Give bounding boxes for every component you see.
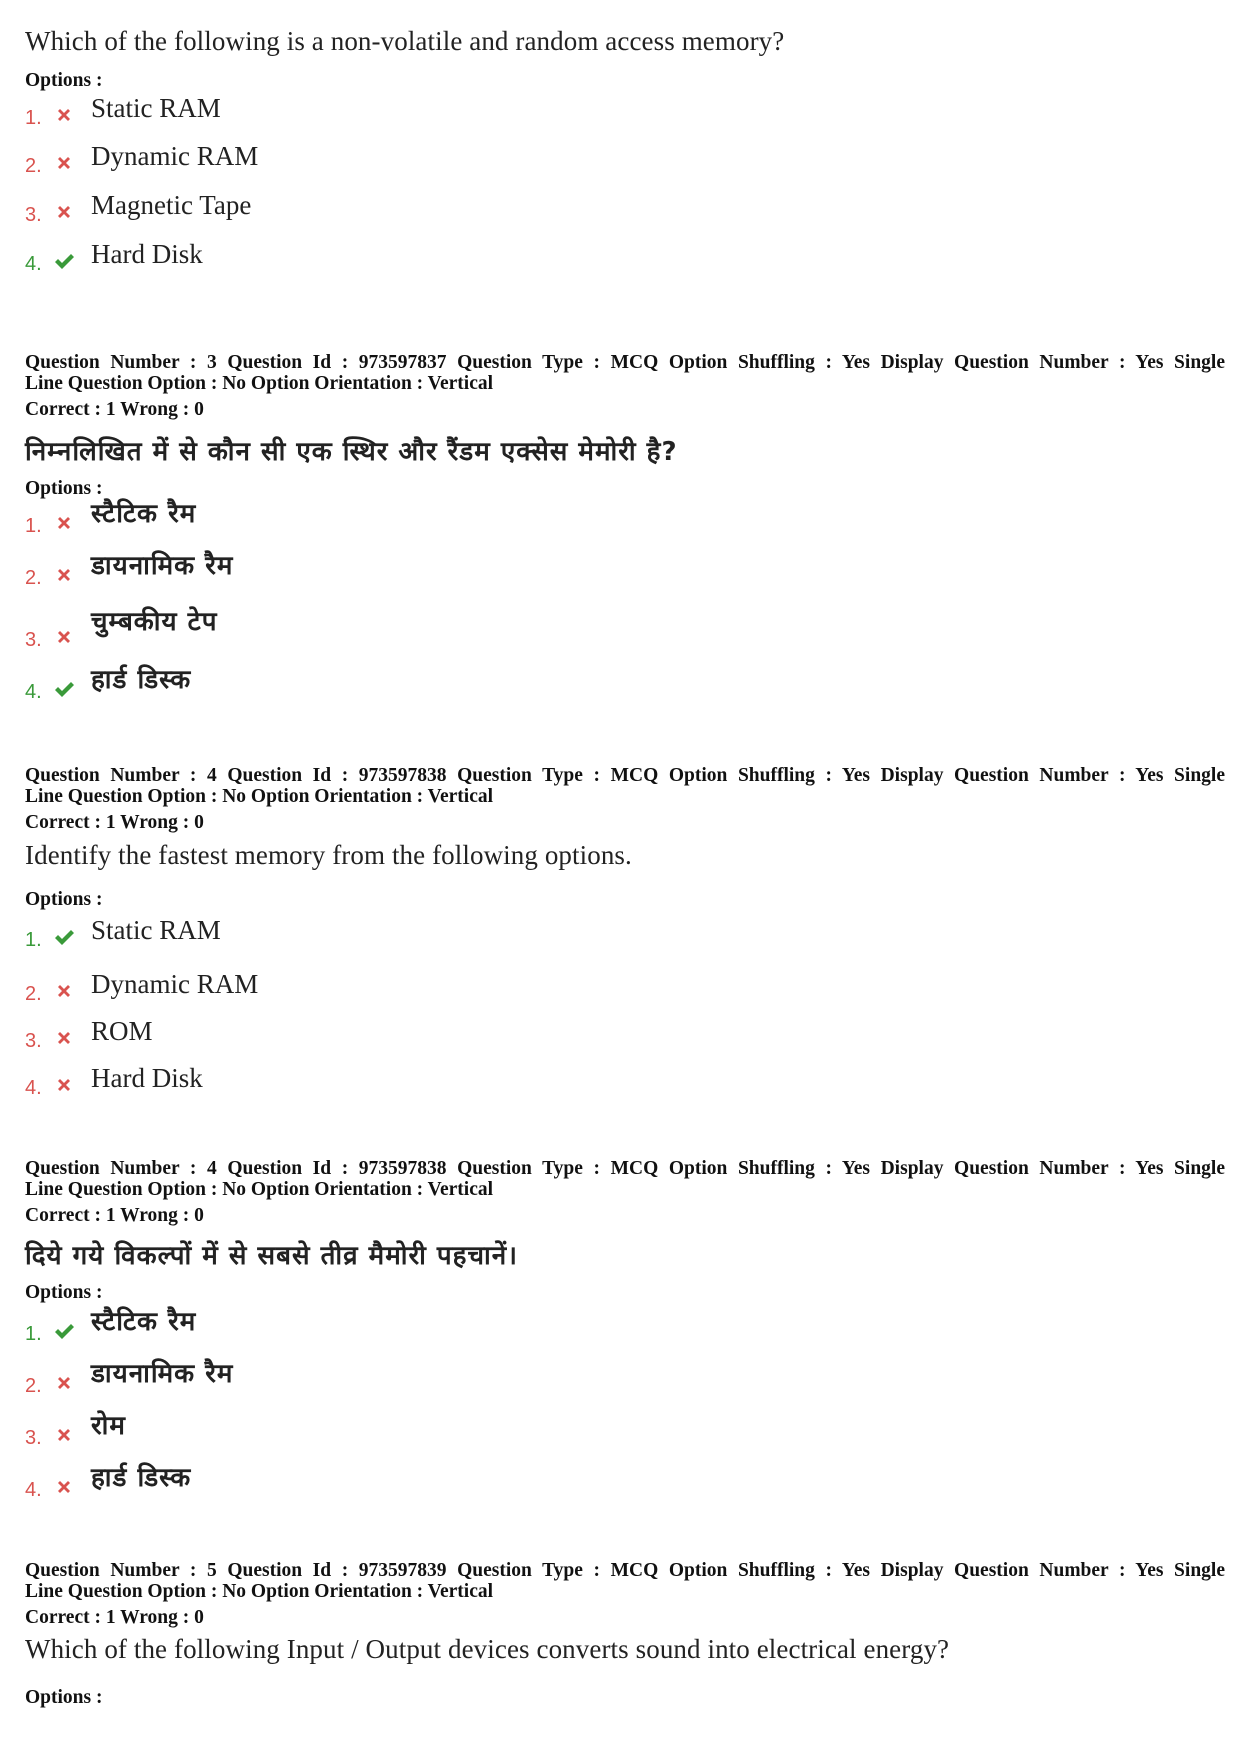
option-item (25, 1306, 625, 1346)
option-text: डायनामिक रैम (91, 551, 234, 581)
option-number: 3. (25, 1030, 42, 1052)
option-number: 2. (25, 567, 42, 589)
cross-icon (53, 152, 75, 174)
option-item (25, 1410, 625, 1450)
options-label: Options : (25, 1687, 103, 1708)
option-text: डायनामिक रैम (91, 1359, 234, 1389)
meta-line: Question Number : 5 Question Id : 973597839 Question Type : MCQ Option Shuffling : Yes Display Question Number : Yes Single (25, 1560, 1225, 1581)
option-item (25, 607, 625, 652)
cross-icon (53, 1027, 75, 1049)
option-text: चुम्बकीय टेप (91, 607, 218, 637)
question-text: Which of the following Input / Output devices converts sound into electrical energy? (25, 1634, 950, 1664)
options-label: Options : (25, 478, 103, 499)
option-item (25, 187, 625, 227)
cross-icon (53, 104, 75, 126)
option-number: 1. (25, 929, 42, 951)
meta-line: Question Number : 3 Question Id : 973597837 Question Type : MCQ Option Shuffling : Yes Display Question Number : Yes Single (25, 352, 1225, 373)
meta-line: Line Question Option : No Option Orientation : Vertical (25, 373, 494, 394)
question-meta (25, 1560, 1225, 1628)
meta-line: Line Question Option : No Option Orientation : Vertical (25, 786, 494, 807)
options-label: Options : (25, 1282, 103, 1303)
check-icon (53, 926, 75, 948)
score-line: Correct : 1 Wrong : 0 (25, 399, 204, 420)
option-number: 2. (25, 155, 42, 177)
option-text: हार्ड डिस्क (91, 665, 192, 695)
check-icon (53, 678, 75, 700)
cross-icon (53, 1476, 75, 1498)
option-number: 3. (25, 629, 42, 651)
cross-icon (53, 980, 75, 1002)
option-number: 2. (25, 1375, 42, 1397)
cross-icon (53, 1372, 75, 1394)
option-number: 4. (25, 1479, 42, 1501)
meta-line: Line Question Option : No Option Orientation : Vertical (25, 1581, 494, 1602)
option-text: हार्ड डिस्क (91, 1463, 192, 1493)
question-text: Identify the fastest memory from the following options. (25, 840, 632, 870)
check-icon (53, 250, 75, 272)
score-line: Correct : 1 Wrong : 0 (25, 812, 204, 833)
option-item (25, 966, 625, 1006)
option-item (25, 236, 625, 276)
question-text: निम्नलिखित में से कौन सी एक स्थिर और रैंडम एक्सेस मेमोरी है? (25, 437, 678, 467)
option-item (25, 138, 625, 178)
score-line: Correct : 1 Wrong : 0 (25, 1205, 204, 1226)
option-text: स्टैटिक रैम (91, 1307, 197, 1337)
option-text: Hard Disk (91, 239, 203, 269)
option-item (25, 1060, 625, 1100)
option-number: 3. (25, 204, 42, 226)
option-item (25, 90, 625, 130)
option-text: Hard Disk (91, 1063, 203, 1093)
option-text: Dynamic RAM (91, 969, 259, 999)
option-number: 1. (25, 107, 42, 129)
option-item (25, 664, 625, 704)
option-item (25, 912, 625, 952)
options-label: Options : (25, 70, 103, 91)
meta-line: Question Number : 4 Question Id : 973597838 Question Type : MCQ Option Shuffling : Yes Display Question Number : Yes Single (25, 765, 1225, 786)
question-text: Which of the following is a non-volatile and random access memory? (25, 26, 785, 56)
option-number: 3. (25, 1427, 42, 1449)
option-text: Dynamic RAM (91, 141, 259, 171)
option-text: Static RAM (91, 915, 221, 945)
option-number: 4. (25, 253, 42, 275)
option-number: 1. (25, 515, 42, 537)
cross-icon (53, 1074, 75, 1096)
option-item (25, 1462, 625, 1502)
check-icon (53, 1320, 75, 1342)
question-meta (25, 765, 1225, 833)
option-item (25, 550, 625, 590)
option-item (25, 498, 625, 538)
option-text: स्टैटिक रैम (91, 499, 197, 529)
cross-icon (53, 564, 75, 586)
option-text: Magnetic Tape (91, 190, 252, 220)
question-meta (25, 352, 1225, 420)
option-number: 1. (25, 1323, 42, 1345)
meta-line: Question Number : 4 Question Id : 973597838 Question Type : MCQ Option Shuffling : Yes Display Question Number : Yes Single (25, 1158, 1225, 1179)
cross-icon (53, 1424, 75, 1446)
option-number: 2. (25, 983, 42, 1005)
option-number: 4. (25, 1077, 42, 1099)
question-text: दिये गये विकल्पों में से सबसे तीव्र मैमोरी पहचानें। (25, 1241, 518, 1271)
option-text: Static RAM (91, 93, 221, 123)
cross-icon (53, 626, 75, 648)
option-item (25, 1358, 625, 1398)
question-meta (25, 1158, 1225, 1226)
option-item (25, 1013, 625, 1053)
score-line: Correct : 1 Wrong : 0 (25, 1607, 204, 1628)
option-text: ROM (91, 1016, 153, 1046)
options-label: Options : (25, 889, 103, 910)
cross-icon (53, 201, 75, 223)
option-text: रोम (91, 1411, 126, 1441)
meta-line: Line Question Option : No Option Orientation : Vertical (25, 1179, 494, 1200)
cross-icon (53, 512, 75, 534)
option-number: 4. (25, 681, 42, 703)
